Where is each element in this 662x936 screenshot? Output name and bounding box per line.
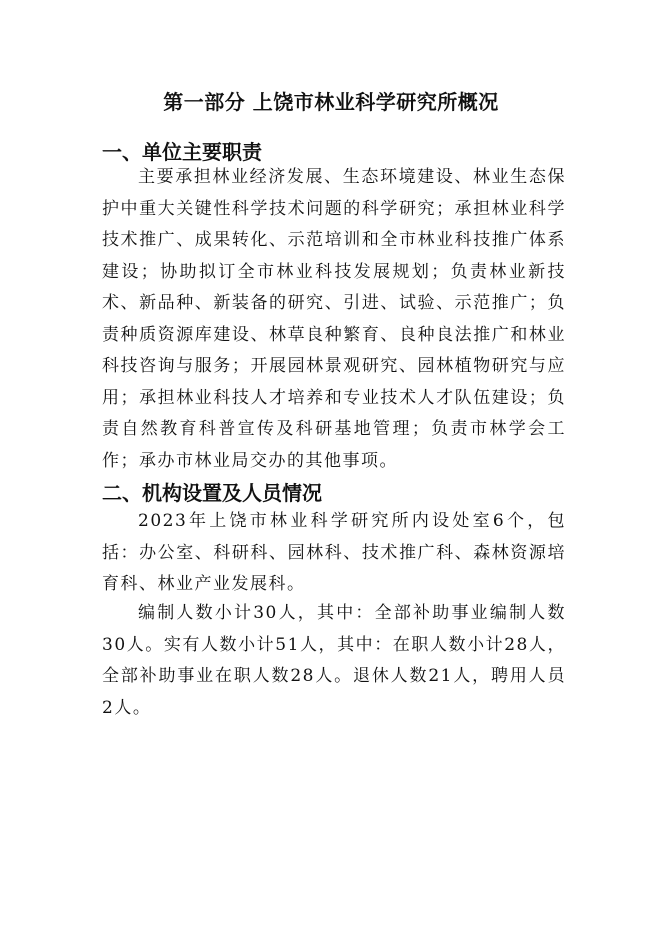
staffing-paragraph: 编制人数小计30人，其中：全部补助事业编制人数30人。实有人数小计51人，其中：在职人数小计28人，全部补助事业在职人数28人。退休人数21人，聘用人员2人。 — [102, 603, 566, 718]
section-heading-duties: 一、单位主要职责 — [102, 140, 262, 164]
section-heading-organization: 二、机构设置及人员情况 — [102, 481, 322, 505]
duties-paragraph: 主要承担林业经济发展、生态环境建设、林业生态保护中重大关键性科学技术问题的科学研究；承担林业科学技术推广、成果转化、示范培训和全市林业科技推广体系建设；协助拟订全市林业科技发展规划；负责林业新技术、新品种、新装备的研究、引进、试验、示范推广；负责种质资源库建设、林草良种繁育、良种良法推广和林业科技咨询与服务；开展园林景观研究、园林植物研究与应用；承担林业科技人才培养和专业技术人才队伍建设；负责自然教育科普宣传及科研基地管理；负责市林学会工作；承办市林业局交办的其他事项。 — [102, 167, 566, 471]
page-title: 第一部分 上饶市林业科学研究所概况 — [163, 90, 499, 114]
organization-paragraph: 2023年上饶市林业科学研究所内设处室6个，包括：办公室、科研科、园林科、技术推广科、森林资源培育科、林业产业发展科。 — [102, 511, 566, 594]
